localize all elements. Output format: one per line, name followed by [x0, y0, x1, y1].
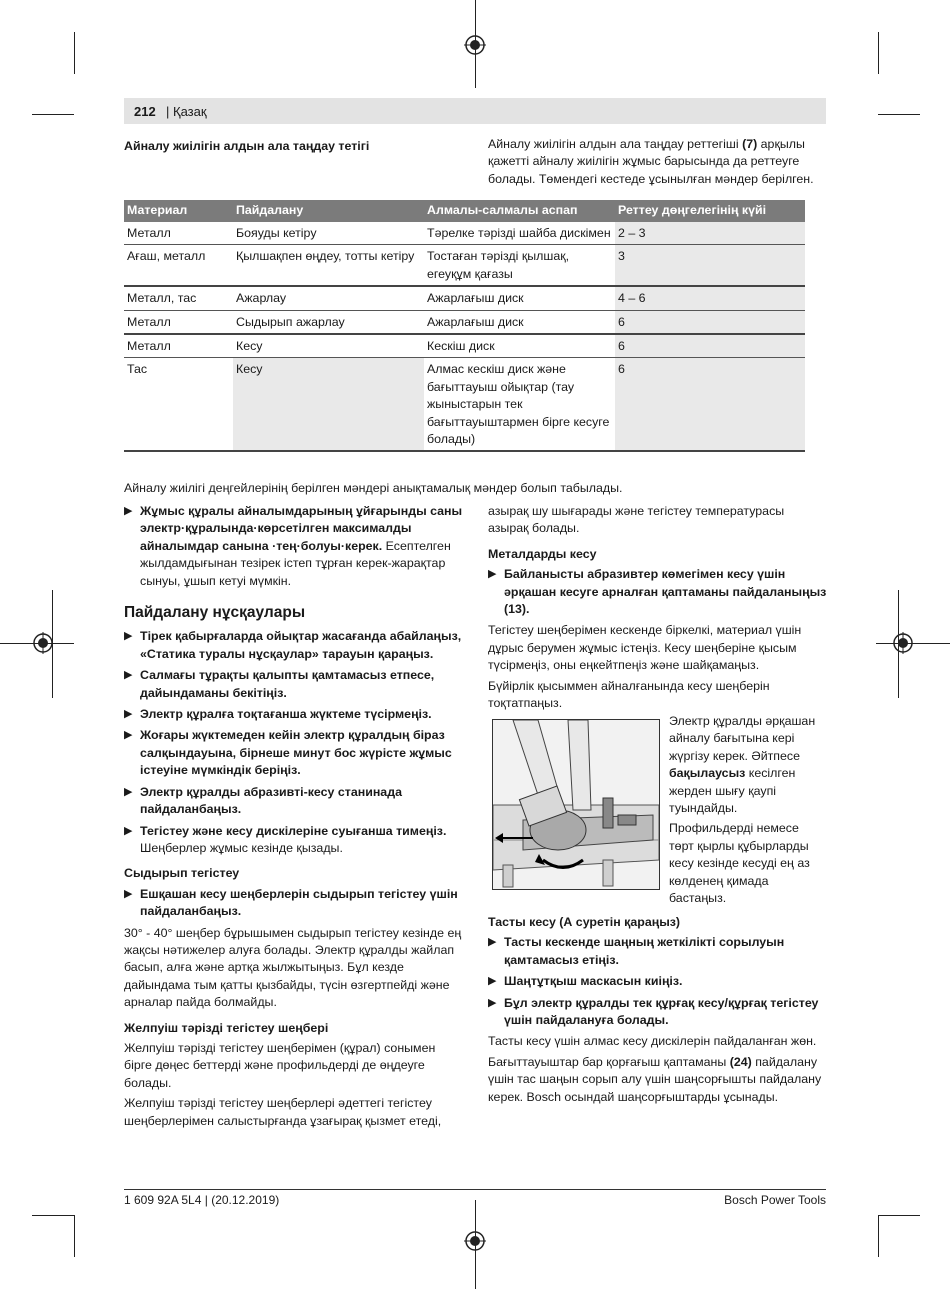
right-column	[488, 503, 828, 712]
list-item: ▶ Тасты кескенде шаңның жеткілікті сорылуын қамтамасыз етіңіз.	[488, 935, 785, 967]
arrow-bullet-icon: ▶	[124, 785, 133, 798]
table-row	[124, 358, 805, 452]
table-row	[124, 334, 805, 358]
table-cell: Алмас кескіш диск және бағыттауыш ойықтар (тау жыныстарын тек бағыттауыштармен бірге кесуге болады)	[424, 358, 615, 452]
paragraph: Электр құралды әрқашан айналу бағытына кері жүргізу керек. Әйтпесе бақылаусыз кесілген жерден шығу қаупі туындайды.	[669, 714, 816, 816]
subsection-title: Металдарды кесу	[488, 546, 597, 561]
crop-mark	[74, 1215, 75, 1257]
paragraph: Бағыттауыштар бар қорғағыш қаптаманы (24) пайдалану үшін тас шаңын сорып алу үшін шаңсорғышты пайдалану керек. Bosch осындай шаңсорғыштарды ұсынады.	[488, 1054, 822, 1104]
table-cell: Металл	[124, 310, 233, 334]
table-header-material: Материал	[124, 200, 233, 222]
table-cell: Ағаш, металл	[124, 245, 233, 286]
crop-mark	[32, 1215, 74, 1216]
list-item: ▶ Тегістеу және кесу дискілеріне суығанша тимеңіз. Шеңберлер жұмыс кезінде қызады.	[124, 823, 447, 855]
arrow-bullet-icon: ▶	[124, 729, 133, 742]
list-item: ▶ Жұмыс құралы айналымдарының ұйғарынды саны электр·құралында·көрсетілген максималды айналымдар санына ·тең·болуы·керек. Есептелген жылдамдығынан тезірек істеп тұрған керек-жарақтар сынуы, ұшып кетуі мүмкін.	[124, 504, 463, 588]
arrow-bullet-icon: ▶	[488, 568, 497, 581]
paragraph: Желпуіш тәрізді тегістеу шеңберімен (құрал) сонымен бірге дөңес беттерді және профильдерді де өңдеуге болады.	[124, 1040, 436, 1090]
paragraph: 30° - 40° шеңбер бұрышымен сыдырып тегістеу кезінде ең жақсы нәтижелер алуға болады. Электр құралды жайлап басып, алға және артқа жылжытыңыз. Бұл кезде дайындама тым қатты қызбайды, түсін өзгертпейді және арналар пайда болмайды.	[124, 925, 462, 1010]
arrow-bullet-icon: ▶	[124, 887, 133, 900]
crop-mark	[32, 114, 74, 115]
paragraph: Желпуіш тәрізді тегістеу шеңберлері әдеттегі тегістеу шеңберлерімен салыстырғанда ұзағырақ қызмет етеді,	[124, 1096, 442, 1128]
grinder-cutting-figure	[493, 720, 659, 889]
table-cell: Металл, тас	[124, 286, 233, 310]
table-cell: Металл	[124, 334, 233, 358]
list-item: ▶ Электр құралды абразивті-кесу станинада пайдаланбаңыз.	[124, 784, 402, 817]
list-item: ▶ Ешқашан кесу шеңберлерін сыдырып тегістеу үшін пайдаланбаңыз.	[124, 886, 458, 919]
list-item: ▶ Бұл электр құралды тек құрғақ кесу/құрғақ тегістеу үшін пайдалануға болады.	[488, 995, 819, 1028]
subsection-title: Желпуіш тәрізді тегістеу шеңбері	[124, 1020, 329, 1035]
table-cell: Тәрелке тәрізді шайба дискімен	[424, 222, 615, 245]
section-title: Пайдалану нұсқаулары	[124, 604, 306, 622]
table-header-tool: Алмалы-салмалы аспап	[424, 200, 615, 222]
subsection-title: Тасты кесу (А суретін қараңыз)	[488, 915, 681, 929]
table-cell: Бояуды кетіру	[233, 222, 424, 245]
table-cell: Ажарлау	[233, 286, 424, 310]
table-cell: Ажарлағыш диск	[424, 286, 615, 310]
table-cell: 2 – 3	[615, 222, 805, 245]
table-cell: Кескіш диск	[424, 334, 615, 358]
arrow-bullet-icon: ▶	[488, 936, 497, 949]
page-header	[124, 98, 826, 124]
registration-mark-bottom	[464, 1230, 486, 1252]
arrow-bullet-icon: ▶	[488, 996, 497, 1009]
footer-doc-id: 1 609 92A 5L4 | (20.12.2019)	[124, 1193, 280, 1207]
arrow-bullet-icon: ▶	[124, 505, 133, 517]
list-item: ▶ Салмағы тұрақты қалыпты қамтамасыз етпесе, дайындаманы бекітіңіз.	[124, 668, 435, 700]
table-cell: Ажарлағыш диск	[424, 310, 615, 334]
table-note: Айналу жиілігі деңгейлерінің берілген мәндері анықтамалық мәндер болып табылады.	[124, 481, 623, 495]
registration-mark-left	[32, 632, 54, 654]
intro-text: Айналу жиілігін алдын ала таңдау реттегіші (7) арқылы қажетті айналу жиілігін жұмыс барысында да реттеуге болады. Төмендегі кестеде ұсынылған мәндер берілген.	[488, 137, 814, 186]
left-column	[124, 503, 464, 1130]
subsection-title: Сыдырып тегістеу	[124, 866, 240, 881]
table-cell: Кесу	[233, 358, 424, 452]
list-item: ▶ Электр құралға тоқтағанша жүктеме түсірмеңіз.	[124, 706, 464, 723]
cutting-illustration	[492, 719, 660, 890]
table-row	[124, 222, 805, 245]
right-column-lower	[488, 914, 828, 1106]
list-item: ▶ Жоғары жүктемеден кейін электр құралдың біраз салқындауына, бірнеше минут бос жүрісте жұмыс істеуіне мүмкіндік беріңіз.	[124, 728, 452, 778]
paragraph: Тегістеу шеңберімен кескенде біркелкі, материал үшін дұрыс берумен жұмыс істеңіз. Кесу шеңберіне қысым түсірмеңіз, оны еңкейтпеңіз және шайқамаңыз.	[488, 623, 802, 673]
table-cell: 6	[615, 310, 805, 334]
table-cell: 6	[615, 334, 805, 358]
table-cell: 6	[615, 358, 805, 452]
paragraph: азырақ шу шығарады және тегістеу температурасы азырақ болады.	[488, 504, 785, 536]
registration-mark-right	[892, 632, 914, 654]
page-number: 212	[134, 104, 156, 119]
table-row	[124, 245, 805, 286]
table-cell: Кесу	[233, 334, 424, 358]
arrow-bullet-icon: ▶	[124, 824, 133, 837]
crop-mark	[878, 1215, 920, 1216]
list-item: ▶ Тірек қабырғаларда ойықтар жасағанда абайлаңыз, «Статика туралы нұсқаулар» тарауын қараңыз.	[124, 629, 462, 661]
intro-heading: Айналу жиілігін алдын ала таңдау тетігі	[124, 139, 370, 153]
table-header-setting: Реттеу дөңгелегінің күйі	[615, 200, 805, 222]
arrow-bullet-icon: ▶	[124, 630, 133, 643]
table-cell: Тостаған тәрізді қылшақ, егеуқұм қағазы	[424, 245, 615, 286]
paragraph: Тасты кесу үшін алмас кесу дискілерін пайдаланған жөн.	[488, 1034, 817, 1049]
table-cell: Тас	[124, 358, 233, 452]
table-row	[124, 286, 805, 310]
arrow-bullet-icon: ▶	[124, 669, 133, 682]
table-cell: Сыдырып ажарлау	[233, 310, 424, 334]
rpm-table	[124, 200, 805, 452]
crop-mark	[878, 32, 879, 74]
table-cell: Қылшақпен өңдеу, тотты кетіру	[233, 245, 424, 286]
list-item: ▶ Байланысты абразивтер көмегімен кесу үшін әрқашан кесуге арналған қаптаманы пайдаланыңыз (13).	[488, 567, 827, 617]
table-header-row	[124, 200, 805, 222]
crop-mark	[878, 114, 920, 115]
list-item: ▶ Шаңтұтқыш маскасын киіңіз.	[488, 973, 828, 990]
table-row	[124, 310, 805, 334]
paragraph: Бүйірлік қысыммен айналғанында кесу шеңберін тоқтатпаңыз.	[488, 678, 770, 711]
figure-caption	[669, 713, 821, 907]
arrow-bullet-icon: ▶	[488, 975, 497, 988]
paragraph: Профильдерді немесе төрт қырлы құбырларды кесу кезінде кесуді ең аз көлденең қимада бастаңыз.	[669, 821, 810, 906]
table-cell: Металл	[124, 222, 233, 245]
footer-brand: Bosch Power Tools	[724, 1193, 826, 1207]
footer-divider	[124, 1189, 826, 1190]
table-header-usage: Пайдалану	[233, 200, 424, 222]
arrow-bullet-icon: ▶	[124, 708, 133, 721]
crop-mark	[878, 1215, 879, 1257]
table-cell: 4 – 6	[615, 286, 805, 310]
registration-mark-top	[464, 34, 486, 56]
language-label: | Қазақ	[166, 104, 207, 119]
crop-mark	[74, 32, 75, 74]
table-cell: 3	[615, 245, 805, 286]
